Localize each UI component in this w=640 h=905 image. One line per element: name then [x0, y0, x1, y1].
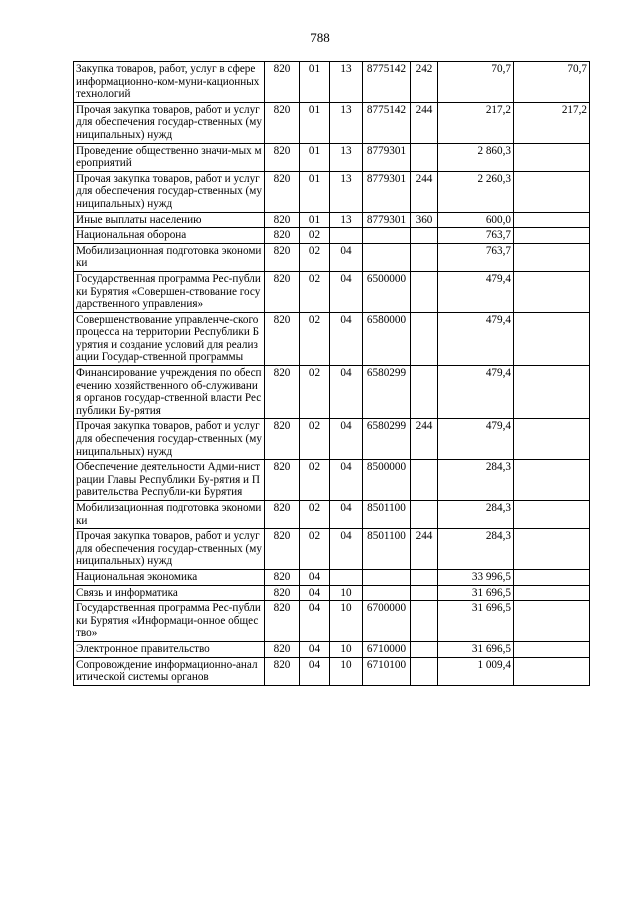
expense-type-cell: 244	[411, 529, 438, 570]
table-row	[74, 585, 590, 601]
row-name-cell: Мобилизационная подготовка экономики	[74, 501, 265, 529]
admin-code-cell: 820	[265, 312, 300, 365]
amount-cell: 479,4	[438, 312, 514, 365]
section-code-cell: 02	[300, 228, 330, 244]
section-code-cell: 04	[300, 585, 330, 601]
amount-secondary-cell	[514, 243, 590, 271]
target-article-cell: 8500000	[363, 460, 411, 501]
table-row	[74, 243, 590, 271]
subsection-code-cell: 04	[330, 366, 363, 419]
target-article-cell	[363, 569, 411, 585]
admin-code-cell: 820	[265, 171, 300, 212]
amount-secondary-cell	[514, 529, 590, 570]
subsection-code-cell: 04	[330, 243, 363, 271]
amount-cell: 763,7	[438, 243, 514, 271]
expense-type-cell	[411, 312, 438, 365]
row-name-cell: Прочая закупка товаров, работ и услуг для обеспечения государ-ственных (муниципальных) нужд	[74, 171, 265, 212]
expense-type-cell	[411, 641, 438, 657]
subsection-code-cell: 13	[330, 171, 363, 212]
amount-cell: 31 696,5	[438, 585, 514, 601]
row-name-cell: Государственная программа Рес-публики Бурятия «Информаци-онное общество»	[74, 601, 265, 642]
row-name-cell: Прочая закупка товаров, работ и услуг для обеспечения государ-ственных (муниципальных) нужд	[74, 529, 265, 570]
subsection-code-cell: 04	[330, 419, 363, 460]
row-name-cell: Закупка товаров, работ, услуг в сфере информационно-ком-муни-кационных технологий	[74, 62, 265, 103]
section-code-cell: 02	[300, 501, 330, 529]
section-code-cell: 02	[300, 419, 330, 460]
target-article-cell: 6580299	[363, 419, 411, 460]
admin-code-cell: 820	[265, 212, 300, 228]
subsection-code-cell	[330, 569, 363, 585]
subsection-code-cell: 13	[330, 212, 363, 228]
table-row	[74, 501, 590, 529]
section-code-cell: 01	[300, 102, 330, 143]
amount-secondary-cell	[514, 641, 590, 657]
row-name-cell: Прочая закупка товаров, работ и услуг для обеспечения государ-ственных (муниципальных) нужд	[74, 102, 265, 143]
target-article-cell: 6580299	[363, 366, 411, 419]
admin-code-cell: 820	[265, 529, 300, 570]
section-code-cell: 02	[300, 366, 330, 419]
expense-type-cell	[411, 228, 438, 244]
table-row	[74, 529, 590, 570]
amount-cell: 284,3	[438, 501, 514, 529]
admin-code-cell: 820	[265, 641, 300, 657]
subsection-code-cell	[330, 228, 363, 244]
amount-cell: 479,4	[438, 419, 514, 460]
expense-type-cell: 244	[411, 171, 438, 212]
section-code-cell: 04	[300, 657, 330, 685]
row-name-cell: Мобилизационная подготовка экономики	[74, 243, 265, 271]
expense-type-cell: 244	[411, 102, 438, 143]
table-body	[74, 62, 590, 686]
subsection-code-cell: 13	[330, 62, 363, 103]
page-number: 788	[310, 30, 330, 45]
admin-code-cell: 820	[265, 243, 300, 271]
section-code-cell: 04	[300, 569, 330, 585]
admin-code-cell: 820	[265, 271, 300, 312]
budget-table	[73, 61, 590, 686]
amount-secondary-cell	[514, 143, 590, 171]
target-article-cell: 6500000	[363, 271, 411, 312]
admin-code-cell: 820	[265, 366, 300, 419]
table-row	[74, 641, 590, 657]
table-row	[74, 212, 590, 228]
target-article-cell: 6710100	[363, 657, 411, 685]
table-row	[74, 271, 590, 312]
table-row	[74, 601, 590, 642]
row-name-cell: Национальная экономика	[74, 569, 265, 585]
admin-code-cell: 820	[265, 501, 300, 529]
target-article-cell: 6710000	[363, 641, 411, 657]
subsection-code-cell: 10	[330, 657, 363, 685]
target-article-cell: 8501100	[363, 501, 411, 529]
amount-secondary-cell	[514, 271, 590, 312]
table-row	[74, 419, 590, 460]
section-code-cell: 04	[300, 641, 330, 657]
amount-cell: 284,3	[438, 529, 514, 570]
admin-code-cell: 820	[265, 460, 300, 501]
section-code-cell: 01	[300, 62, 330, 103]
row-name-cell: Сопровождение информационно-аналитической системы органов	[74, 657, 265, 685]
amount-secondary-cell	[514, 171, 590, 212]
amount-cell: 284,3	[438, 460, 514, 501]
admin-code-cell: 820	[265, 419, 300, 460]
section-code-cell: 01	[300, 143, 330, 171]
amount-cell: 31 696,5	[438, 601, 514, 642]
subsection-code-cell: 04	[330, 529, 363, 570]
section-code-cell: 01	[300, 212, 330, 228]
amount-secondary-cell	[514, 501, 590, 529]
section-code-cell: 01	[300, 171, 330, 212]
target-article-cell	[363, 243, 411, 271]
table-row	[74, 171, 590, 212]
amount-cell: 31 696,5	[438, 641, 514, 657]
table-row	[74, 312, 590, 365]
amount-cell: 217,2	[438, 102, 514, 143]
expense-type-cell: 242	[411, 62, 438, 103]
amount-secondary-cell	[514, 569, 590, 585]
row-name-cell: Прочая закупка товаров, работ и услуг для обеспечения государ-ственных (муниципальных) нужд	[74, 419, 265, 460]
expense-type-cell	[411, 501, 438, 529]
table-row	[74, 657, 590, 685]
expense-type-cell	[411, 657, 438, 685]
table-row	[74, 62, 590, 103]
amount-secondary-cell	[514, 228, 590, 244]
row-name-cell: Обеспечение деятельности Адми-нистрации Главы Республики Бу-рятия и Правительства Республи-ки Бурятия	[74, 460, 265, 501]
target-article-cell: 8779301	[363, 212, 411, 228]
admin-code-cell: 820	[265, 62, 300, 103]
row-name-cell: Связь и информатика	[74, 585, 265, 601]
expense-type-cell	[411, 143, 438, 171]
expense-type-cell	[411, 569, 438, 585]
amount-secondary-cell	[514, 212, 590, 228]
amount-secondary-cell	[514, 585, 590, 601]
subsection-code-cell: 10	[330, 641, 363, 657]
target-article-cell	[363, 585, 411, 601]
amount-cell: 479,4	[438, 366, 514, 419]
section-code-cell: 02	[300, 312, 330, 365]
expense-type-cell: 360	[411, 212, 438, 228]
amount-secondary-cell	[514, 366, 590, 419]
expense-type-cell	[411, 460, 438, 501]
subsection-code-cell: 13	[330, 102, 363, 143]
admin-code-cell: 820	[265, 569, 300, 585]
subsection-code-cell: 10	[330, 585, 363, 601]
row-name-cell: Иные выплаты населению	[74, 212, 265, 228]
row-name-cell: Совершенствование управленче-ского процесса на территории Республики Бурятия и создание условий для реализации Государ-ственной программы	[74, 312, 265, 365]
section-code-cell: 04	[300, 601, 330, 642]
table-row	[74, 228, 590, 244]
target-article-cell: 6580000	[363, 312, 411, 365]
expense-type-cell: 244	[411, 419, 438, 460]
table-row	[74, 460, 590, 501]
section-code-cell: 02	[300, 243, 330, 271]
amount-cell: 600,0	[438, 212, 514, 228]
admin-code-cell: 820	[265, 601, 300, 642]
expense-type-cell	[411, 601, 438, 642]
table-row	[74, 102, 590, 143]
target-article-cell: 8775142	[363, 102, 411, 143]
subsection-code-cell: 04	[330, 501, 363, 529]
subsection-code-cell: 13	[330, 143, 363, 171]
amount-secondary-cell	[514, 419, 590, 460]
amount-cell: 70,7	[438, 62, 514, 103]
table-row	[74, 569, 590, 585]
amount-cell: 479,4	[438, 271, 514, 312]
table-row	[74, 366, 590, 419]
amount-secondary-cell	[514, 312, 590, 365]
admin-code-cell: 820	[265, 143, 300, 171]
target-article-cell: 8775142	[363, 62, 411, 103]
expense-type-cell	[411, 585, 438, 601]
amount-secondary-cell: 217,2	[514, 102, 590, 143]
amount-secondary-cell	[514, 460, 590, 501]
amount-cell: 2 860,3	[438, 143, 514, 171]
row-name-cell: Государственная программа Рес-публики Бурятия «Совершен-ствование государственного управления»	[74, 271, 265, 312]
table-row	[74, 143, 590, 171]
expense-type-cell	[411, 271, 438, 312]
target-article-cell: 8779301	[363, 143, 411, 171]
expense-type-cell	[411, 243, 438, 271]
admin-code-cell: 820	[265, 585, 300, 601]
section-code-cell: 02	[300, 271, 330, 312]
target-article-cell: 8501100	[363, 529, 411, 570]
admin-code-cell: 820	[265, 228, 300, 244]
row-name-cell: Национальная оборона	[74, 228, 265, 244]
amount-secondary-cell	[514, 657, 590, 685]
amount-cell: 33 996,5	[438, 569, 514, 585]
amount-cell: 763,7	[438, 228, 514, 244]
amount-cell: 1 009,4	[438, 657, 514, 685]
target-article-cell: 6700000	[363, 601, 411, 642]
target-article-cell	[363, 228, 411, 244]
admin-code-cell: 820	[265, 657, 300, 685]
target-article-cell: 8779301	[363, 171, 411, 212]
row-name-cell: Электронное правительство	[74, 641, 265, 657]
section-code-cell: 02	[300, 529, 330, 570]
section-code-cell: 02	[300, 460, 330, 501]
subsection-code-cell: 04	[330, 312, 363, 365]
subsection-code-cell: 10	[330, 601, 363, 642]
row-name-cell: Финансирование учреждения по обеспечению хозяйственного об-служивания органов государ-ственной власти Республики Бу-рятия	[74, 366, 265, 419]
amount-secondary-cell	[514, 601, 590, 642]
subsection-code-cell: 04	[330, 460, 363, 501]
amount-cell: 2 260,3	[438, 171, 514, 212]
row-name-cell: Проведение общественно значи-мых мероприятий	[74, 143, 265, 171]
expense-type-cell	[411, 366, 438, 419]
amount-secondary-cell: 70,7	[514, 62, 590, 103]
admin-code-cell: 820	[265, 102, 300, 143]
subsection-code-cell: 04	[330, 271, 363, 312]
